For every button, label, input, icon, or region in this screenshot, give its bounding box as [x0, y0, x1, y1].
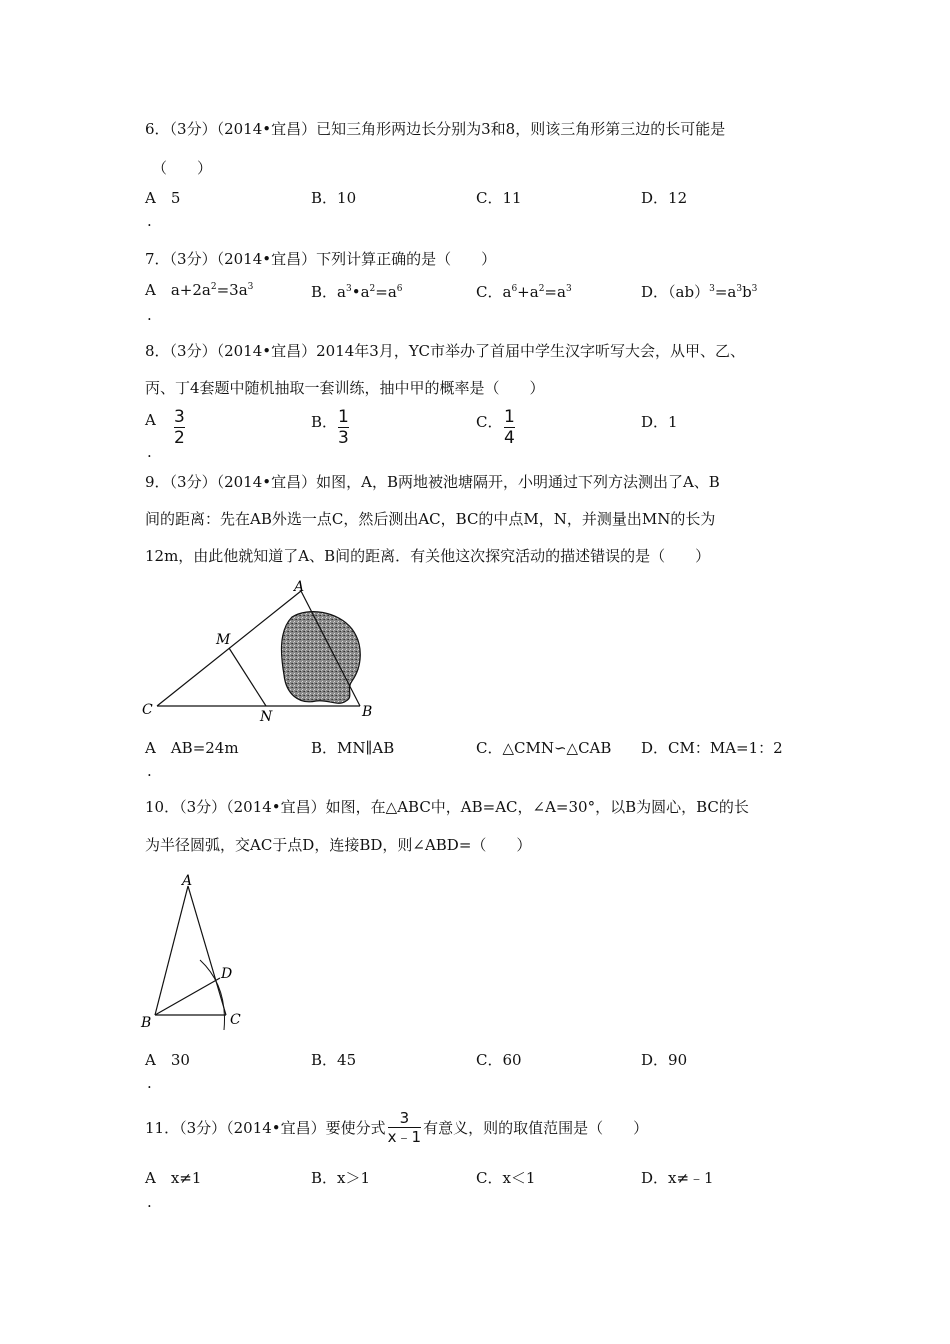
q7-c-part1: a [502, 283, 512, 301]
q8-option-c-fraction [504, 408, 515, 447]
q9-option-c: C．△CMN∽△CAB [476, 739, 612, 757]
q9-dot: . [147, 762, 152, 780]
q7-option-b [311, 281, 403, 302]
q10-stem-line2: 为半径圆弧，交AC于点D，连接BD，则∠ABD=（ ） [145, 836, 532, 854]
q11-stem-pre: 11．（3分）（2014•宜昌）要使分式 [145, 1119, 386, 1137]
q8-option-d: D．1 [641, 413, 678, 431]
q7-b-sup2: 2 [369, 284, 376, 294]
label-a: A [182, 873, 193, 889]
q7-d-sup1: 3 [709, 284, 715, 294]
q7-option-d-label: D． [641, 283, 669, 301]
q11-numerator: 3 [399, 1109, 410, 1127]
q8-dot: . [147, 443, 152, 461]
q7-d-sup3: 3 [751, 284, 758, 294]
q11-option-c: C．x＜1 [476, 1169, 536, 1187]
q7-b-part2: •a [351, 283, 370, 301]
q7-dot: . [147, 306, 152, 324]
q10-dot: . [147, 1074, 152, 1092]
q7-c-sup1: 6 [511, 284, 518, 294]
label-n: N [260, 709, 273, 725]
q9-option-a: A AB=24m [145, 739, 239, 757]
q7-d-part2: =a [714, 283, 737, 301]
q7-d-part3: b [742, 283, 752, 301]
q7-option-a-label: A [145, 281, 156, 299]
q8-c-denominator: 4 [504, 428, 515, 448]
q10-figure [138, 868, 248, 1034]
q9-figure [140, 575, 380, 725]
q7-b-part1: a [337, 283, 346, 301]
label-b: B [141, 1015, 152, 1031]
q6-stem-line2: （ ） [152, 159, 213, 177]
q11-option-a: A x≠1 [145, 1169, 202, 1187]
q7-c-sup3: 3 [565, 284, 572, 294]
q7-d-part1: （ab） [668, 283, 710, 301]
q9-stem-line3: 12m，由此他就知道了A、B间的距离．有关他这次探究活动的描述错误的是（ ） [145, 547, 711, 565]
q8-a-denominator: 2 [174, 428, 185, 448]
q7-a-mid: =3a [216, 281, 248, 299]
q9-stem-line2: 间的距离：先在AB外选一点C，然后测出AC，BC的中点M，N，并测量出MN的长为 [145, 510, 716, 528]
pond-shape [281, 612, 360, 704]
q6-stem-line1: 6．（3分）（2014•宜昌）已知三角形两边长分别为3和8，则该三角形第三边的长可能是 [145, 120, 726, 138]
q10-option-b: B．45 [311, 1051, 357, 1069]
q8-option-a-fraction [174, 408, 185, 447]
q7-b-sup3: 6 [396, 284, 403, 294]
segment-mn [229, 648, 266, 706]
q11-denominator: x﹣1 [387, 1128, 422, 1146]
q7-a-sup1: 2 [210, 282, 217, 292]
q7-option-a [145, 281, 253, 299]
label-m: M [216, 632, 231, 648]
q7-c-part2: +a [517, 283, 539, 301]
q7-c-part3: =a [544, 283, 566, 301]
q7-c-sup2: 2 [538, 284, 545, 294]
q6-dot: . [147, 212, 152, 230]
q8-b-numerator: 1 [338, 407, 349, 427]
q7-option-b-label: B． [311, 283, 338, 301]
q11-stem-post: 有意义，则的取值范围是（ ） [423, 1119, 649, 1137]
q11-stem [145, 1110, 648, 1145]
q8-option-b-label: B． [311, 413, 338, 431]
q7-d-sup2: 3 [736, 284, 743, 294]
q11-fraction [388, 1110, 421, 1145]
label-a: A [294, 579, 305, 595]
q8-a-numerator: 3 [174, 407, 185, 427]
q9-stem-line1: 9．（3分）（2014•宜昌）如图，A，B两地被池塘隔开，小明通过下列方法测出了A、B [145, 473, 720, 491]
q8-b-denominator: 3 [338, 428, 349, 448]
q7-option-d [641, 281, 757, 302]
q7-a-expr: a+2a [170, 281, 211, 299]
q8-stem-line1: 8．（3分）（2014•宜昌）2014年3月，YC市举办了首届中学生汉字听写大会，从甲、乙、 [145, 342, 745, 360]
q7-stem: 7．（3分）（2014•宜昌）下列计算正确的是（ ） [145, 250, 497, 268]
label-c: C [142, 702, 153, 718]
q10-option-d: D．90 [641, 1051, 688, 1069]
q6-option-c: C．11 [476, 189, 522, 207]
q8-stem-line2: 丙、丁4套题中随机抽取一套训练，抽中甲的概率是（ ） [145, 379, 545, 397]
q8-c-numerator: 1 [504, 407, 515, 427]
q8-option-a-label: A [145, 411, 156, 429]
q7-option-c-label: C． [476, 283, 503, 301]
label-b: B [362, 704, 373, 720]
q6-option-a: A 5 [145, 189, 181, 207]
q7-b-sup1: 3 [345, 284, 352, 294]
q7-b-part3: =a [375, 283, 397, 301]
q6-option-b: B．10 [311, 189, 357, 207]
q9-option-b: B．MN∥AB [311, 739, 395, 757]
q10-option-c: C．60 [476, 1051, 522, 1069]
label-d: D [221, 966, 233, 982]
segment-ab [155, 886, 188, 1015]
q8-option-c-label: C． [476, 413, 503, 431]
q7-option-c [476, 281, 572, 302]
q11-option-b: B．x＞1 [311, 1169, 371, 1187]
q9-option-d: D．CM：MA=1：2 [641, 739, 783, 757]
segment-ac [188, 886, 226, 1015]
q11-option-d: D．x≠﹣1 [641, 1169, 714, 1187]
segment-bd [155, 978, 220, 1015]
q10-option-a: A 30 [145, 1051, 190, 1069]
q7-a-sup2: 3 [247, 282, 254, 292]
q6-option-d: D．12 [641, 189, 688, 207]
label-c: C [230, 1012, 241, 1028]
q11-dot: . [147, 1193, 152, 1211]
q8-option-b-fraction [338, 408, 349, 447]
q10-stem-line1: 10．（3分）（2014•宜昌）如图，在△ABC中，AB=AC，∠A=30°，以B为圆心，BC的长 [145, 798, 749, 816]
